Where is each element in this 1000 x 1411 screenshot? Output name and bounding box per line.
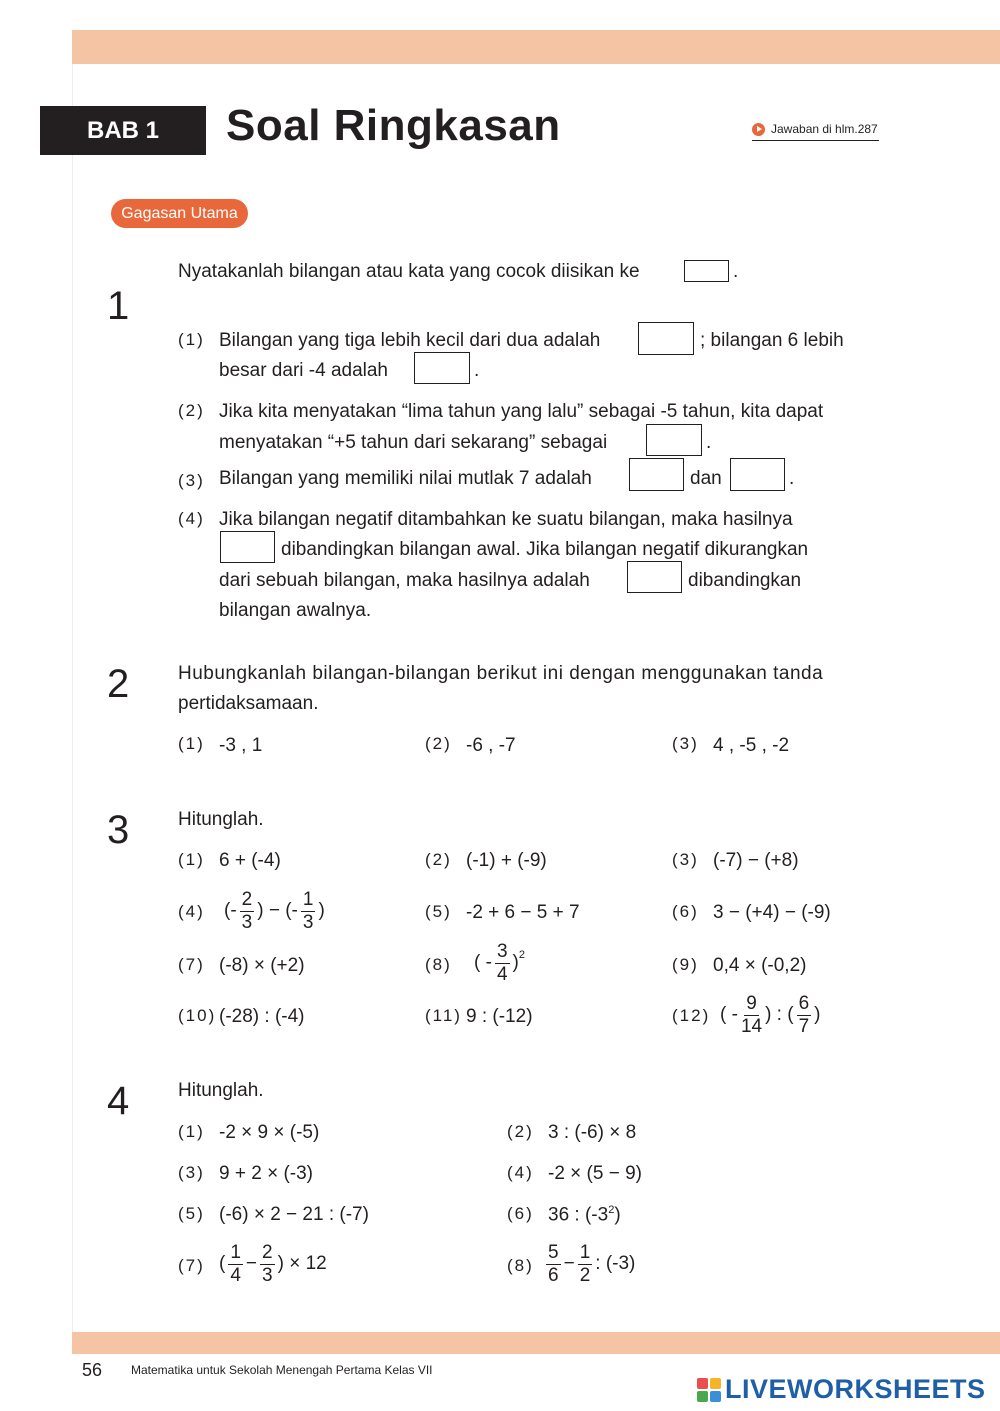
numerator: 2: [241, 889, 253, 910]
item-label: (10): [178, 1006, 217, 1025]
chapter-label: BAB 1: [40, 106, 206, 155]
q1-3-text: Bilangan yang memiliki nilai mutlak 7 adalah: [219, 468, 592, 489]
q3-instruction: Hitunglah.: [178, 809, 264, 830]
q1-4-text-line3: dari sebuah bilangan, maka hasilnya adalah: [219, 570, 590, 591]
item-label: (3): [672, 850, 699, 869]
q1-4-text-line2: dibandingkan bilangan awal. Jika bilangan negatif dikurangkan: [281, 539, 809, 560]
expr-text: ( -: [720, 1004, 738, 1026]
fraction: [228, 1243, 243, 1286]
item-label: (1): [178, 850, 205, 869]
item-label: (2): [178, 401, 205, 420]
page-margin-line: [72, 64, 73, 1332]
page-number: 56: [82, 1360, 103, 1380]
item-label: (2): [425, 734, 452, 753]
item-label: (8): [507, 1256, 534, 1275]
item-label: (7): [178, 1256, 205, 1275]
denominator: 3: [302, 911, 314, 933]
q1-4-text-line3-cont: dibandingkan: [688, 570, 802, 591]
logo-square: [710, 1391, 721, 1402]
exponent: 2: [608, 1204, 615, 1216]
fraction: [495, 942, 510, 985]
play-icon: [752, 123, 765, 136]
expr-text: ( -: [474, 952, 492, 974]
q1-1-text: Bilangan yang tiga lebih kecil dari dua adalah: [219, 330, 601, 351]
denominator: 6: [548, 1264, 559, 1286]
q3-fraction-expr: [224, 890, 325, 933]
exponent: 2: [518, 949, 525, 962]
q1-4-text: Jika bilangan negatif ditambahkan ke suatu bilangan, maka hasilnya: [219, 509, 793, 530]
question-number: 2: [107, 662, 130, 706]
item-label: (5): [178, 1204, 205, 1223]
item-label: (1): [178, 330, 205, 349]
q3-expr: 6 + (-4): [219, 850, 281, 871]
denominator: 4: [496, 963, 508, 985]
answer-input-q1-4b[interactable]: [627, 561, 682, 593]
q4-expr: 3 : (-6) × 8: [548, 1122, 637, 1143]
item-label: (6): [672, 902, 699, 921]
item-label: (3): [672, 734, 699, 753]
q2-expr: 4 , -5 , -2: [713, 735, 790, 756]
item-label: (2): [425, 850, 452, 869]
q3-fraction-expr: [474, 942, 525, 985]
item-label: (9): [672, 955, 699, 974]
denominator: 4: [230, 1264, 241, 1286]
q4-expr: -2 × (5 − 9): [548, 1163, 642, 1184]
item-label: (7): [178, 955, 205, 974]
q3-expr: 0,4 × (-0,2): [713, 955, 807, 976]
q4-expr: -2 × 9 × (-5): [219, 1122, 320, 1143]
numerator: 6: [798, 993, 810, 1014]
q1-instruction: Nyatakanlah bilangan atau kata yang cocok diisikan ke: [178, 261, 640, 282]
expr-text: 36 : (-3: [548, 1204, 609, 1226]
q3-fraction-expr: [720, 994, 820, 1037]
denominator: 2: [579, 1264, 591, 1286]
fraction: [260, 1243, 275, 1286]
q3-expr: 9 : (-12): [466, 1006, 533, 1027]
q4-expr: 9 + 2 × (-3): [219, 1163, 313, 1184]
q1-3-text-cont: dan: [690, 468, 722, 489]
q3-expr: (-7) − (+8): [713, 850, 799, 871]
fraction: [797, 994, 812, 1037]
q1-1-text-line2: besar dari -4 adalah: [219, 360, 388, 381]
fraction: [741, 994, 762, 1037]
q1-2-text-line2: menyatakan “+5 tahun dari sekarang” sebagai: [219, 432, 608, 453]
logo-square: [710, 1378, 721, 1389]
fraction: [240, 890, 255, 933]
expr-text: ): [814, 1004, 821, 1026]
numerator: 1: [579, 1242, 591, 1263]
q3-expr: 3 − (+4) − (-9): [713, 902, 831, 923]
operator: −: [245, 1253, 258, 1275]
numerator: 1: [230, 1242, 241, 1263]
fraction: [578, 1243, 593, 1286]
book-title: Matematika untuk Sekolah Menengah Pertama Kelas VII: [131, 1363, 433, 1377]
q4-expr: (-6) × 2 − 21 : (-7): [219, 1204, 369, 1225]
item-label: (8): [425, 955, 452, 974]
answer-input-q1-1b[interactable]: [414, 352, 470, 384]
denominator: 3: [241, 911, 253, 933]
item-label: (1): [178, 1122, 205, 1141]
numerator: 9: [746, 993, 757, 1014]
item-label: (4): [178, 509, 205, 528]
logo-grid-icon: [697, 1378, 721, 1402]
expr-text: (-: [224, 900, 237, 922]
q2-instruction: Hubungkanlah bilangan-bilangan berikut ini dengan menggunakan tanda: [178, 663, 824, 684]
expr-text: : (-3): [595, 1253, 636, 1275]
question-number: 3: [107, 808, 130, 852]
expr-text: ): [614, 1204, 621, 1226]
expr-text: ): [512, 952, 519, 974]
expr-text: ) : (: [765, 1004, 794, 1026]
q2-instruction-line2: pertidaksamaan.: [178, 693, 319, 714]
page-title: Soal Ringkasan: [226, 101, 561, 150]
answer-input-q1-3a[interactable]: [629, 458, 684, 491]
question-number: 4: [107, 1079, 130, 1123]
answer-input-q1-2[interactable]: [646, 424, 702, 456]
q1-2-text: Jika kita menyatakan “lima tahun yang lalu” sebagai -5 tahun, kita dapat: [219, 401, 824, 422]
q1-1-text-cont: ; bilangan 6 lebih: [700, 330, 844, 351]
numerator: 5: [548, 1242, 559, 1263]
expr-text: ) × 12: [277, 1253, 327, 1275]
answer-input-q1-1a[interactable]: [638, 322, 694, 355]
denominator: 3: [262, 1264, 273, 1286]
q3-expr: (-1) + (-9): [466, 850, 547, 871]
operator: −: [563, 1253, 575, 1275]
numerator: 3: [496, 941, 508, 962]
item-label: (6): [507, 1204, 534, 1223]
section-badge: Gagasan Utama: [111, 199, 248, 228]
answer-input-q1-4a[interactable]: [220, 531, 275, 563]
item-label: (4): [178, 902, 205, 921]
fraction: [546, 1243, 561, 1286]
q4-instruction: Hitunglah.: [178, 1080, 264, 1101]
q4-fraction-expr: [543, 1243, 635, 1286]
item-label: (12): [672, 1006, 711, 1025]
q2-expr: -6 , -7: [466, 735, 516, 756]
numerator: 2: [262, 1242, 273, 1263]
item-label: (3): [178, 1163, 205, 1182]
logo-square: [697, 1378, 708, 1389]
brand-name: LIVEWORKSHEETS: [725, 1374, 986, 1404]
fraction: [301, 890, 316, 933]
answer-input-q1-3b[interactable]: [730, 458, 785, 491]
expr-text: (: [219, 1253, 226, 1275]
q1-4-text-line4: bilangan awalnya.: [219, 600, 372, 621]
item-label: (11): [425, 1006, 462, 1025]
numerator: 1: [302, 889, 314, 910]
period: .: [733, 261, 739, 282]
bottom-decorative-band: [72, 1332, 1000, 1354]
item-label: (5): [425, 902, 452, 921]
item-label: (2): [507, 1122, 534, 1141]
answer-reference-link[interactable]: [752, 122, 879, 141]
period: .: [474, 360, 480, 381]
top-decorative-band: [72, 30, 1000, 64]
q3-expr: (-8) × (+2): [219, 955, 305, 976]
denominator: 14: [740, 1015, 763, 1037]
q4-fraction-expr: [219, 1243, 327, 1286]
expr-text: ) − (-: [257, 900, 298, 922]
q2-expr: -3 , 1: [219, 735, 263, 756]
item-label: (1): [178, 734, 205, 753]
period: .: [789, 468, 795, 489]
liveworksheets-logo: [697, 1374, 986, 1405]
q4-expr: [548, 1205, 621, 1224]
expr-text: ): [318, 900, 325, 922]
logo-square: [697, 1391, 708, 1402]
q3-expr: (-28) : (-4): [219, 1006, 305, 1027]
example-blank-box: [684, 260, 729, 282]
denominator: 7: [798, 1015, 810, 1037]
q3-expr: -2 + 6 − 5 + 7: [466, 902, 580, 923]
item-label: (4): [507, 1163, 534, 1182]
answer-reference-text: Jawaban di hlm.287: [771, 122, 878, 136]
period: .: [706, 432, 712, 453]
item-label: (3): [178, 471, 205, 490]
question-number: 1: [107, 284, 130, 328]
